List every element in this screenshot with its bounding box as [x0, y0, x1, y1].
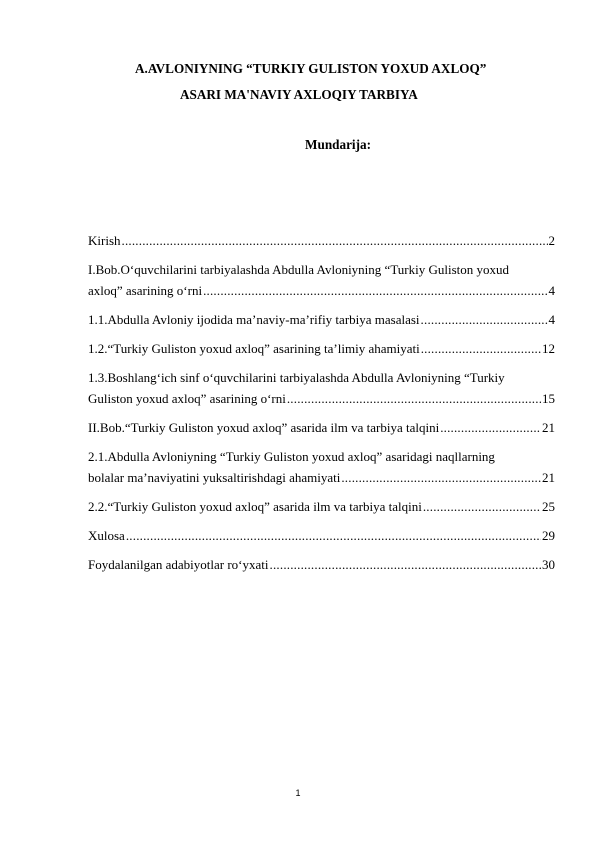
toc-entry-text: 1.2.“Turkiy Guliston yoxud axloq” asarining ta’limiy ahamiyati — [88, 341, 420, 356]
toc-entry-section-1-1 — [88, 309, 555, 330]
document-title-line-2: ASARI MA'NAVIY AXLOQIY TARBIYA — [180, 87, 418, 102]
toc-leader-dots — [126, 525, 541, 546]
toc-entry-text: Kirish — [88, 233, 121, 248]
toc-leader-dots — [421, 309, 548, 330]
toc-entry-section-1-3 — [88, 367, 555, 409]
toc-entry-section-1-2 — [88, 338, 555, 359]
toc-leader-dots — [440, 417, 541, 438]
page-number: 1 — [295, 788, 301, 798]
document-title-line-1: A.AVLONIYNING “TURKIY GULISTON YOXUD AXLOQ” — [135, 61, 487, 76]
toc-entry-text: Foydalanilgan adabiyotlar ro‘yxati — [88, 557, 269, 572]
toc-entry-section-2-1 — [88, 446, 555, 488]
toc-entry-text: 1.1.Abdulla Avloniy ijodida ma’naviy-ma’rifiy tarbiya masalasi — [88, 312, 420, 327]
toc-page-number: 15 — [542, 391, 555, 406]
toc-entry-text: Guliston yoxud axloq” asarining o‘rni — [88, 391, 286, 406]
toc-entry-text: axloq” asarining o‘rni — [88, 283, 203, 298]
table-of-contents — [88, 230, 555, 583]
toc-entry-references — [88, 554, 555, 575]
toc-page-number: 4 — [548, 312, 555, 327]
toc-leader-dots — [341, 467, 541, 488]
toc-leader-dots — [423, 496, 541, 517]
toc-entry-section-2-2 — [88, 496, 555, 517]
toc-entry-chapter-1 — [88, 259, 555, 301]
toc-entry-text: bolalar ma’naviyatini yuksaltirishdagi ahamiyati — [88, 470, 341, 485]
toc-entry-text: Xulosa — [88, 528, 125, 543]
toc-entry-text: 2.2.“Turkiy Guliston yoxud axloq” asarida ilm va tarbiya talqini — [88, 499, 422, 514]
toc-page-number: 12 — [542, 341, 555, 356]
toc-leader-dots — [203, 280, 547, 301]
toc-entry-chapter-2 — [88, 417, 555, 438]
toc-page-number: 29 — [542, 528, 555, 543]
toc-page-number: 21 — [542, 470, 555, 485]
toc-entry-text-line-1: 2.1.Abdulla Avloniyning “Turkiy Guliston yoxud axloq” asaridagi naqllarning — [88, 449, 495, 464]
toc-page-number: 30 — [542, 557, 555, 572]
toc-entry-text-line-1: I.Bob.O‘quvchilarini tarbiyalashda Abdulla Avloniyning “Turkiy Guliston yoxud — [88, 262, 510, 277]
toc-leader-dots — [287, 388, 541, 409]
toc-entry-text: II.Bob.“Turkiy Guliston yoxud axloq” asarida ilm va tarbiya talqini — [88, 420, 440, 435]
toc-leader-dots — [122, 230, 548, 251]
toc-entry-conclusion — [88, 525, 555, 546]
toc-page-number: 4 — [548, 283, 555, 298]
toc-entry-introduction — [88, 230, 555, 251]
toc-entry-text-line-1: 1.3.Boshlang‘ich sinf o‘quvchilarini tarbiyalashda Abdulla Avloniyning “Turkiy — [88, 370, 505, 385]
toc-leader-dots — [270, 554, 541, 575]
toc-page-number: 25 — [542, 499, 555, 514]
contents-heading: Mundarija: — [305, 137, 371, 152]
toc-page-number: 21 — [542, 420, 555, 435]
toc-page-number: 2 — [548, 233, 555, 248]
toc-leader-dots — [421, 338, 541, 359]
